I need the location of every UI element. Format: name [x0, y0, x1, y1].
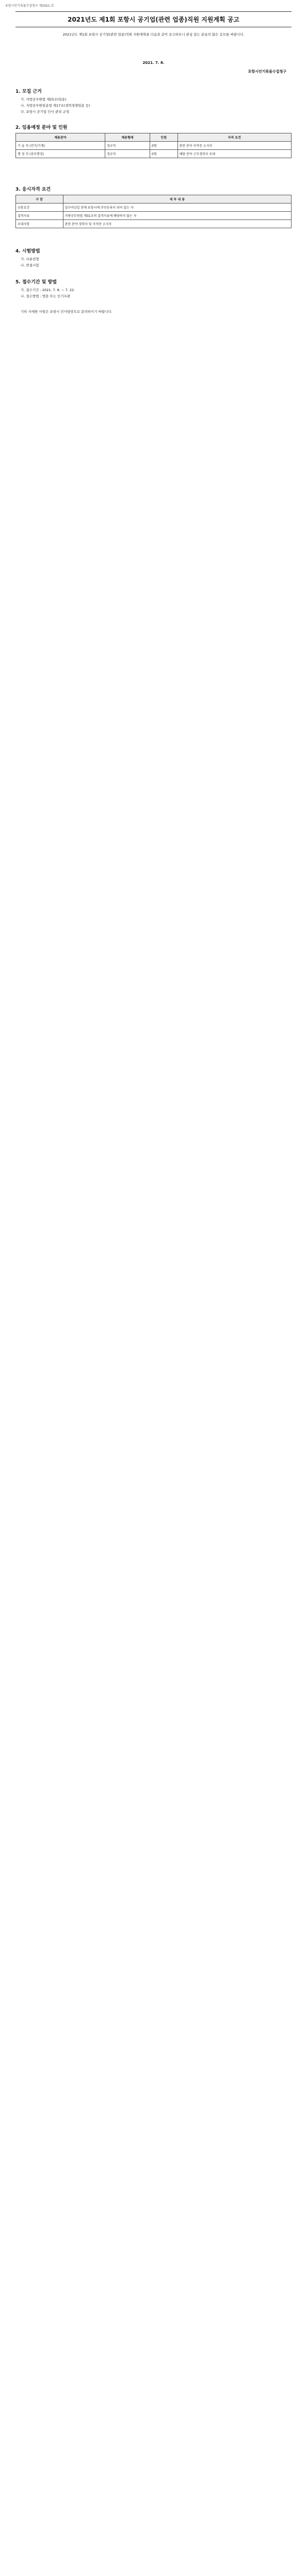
section-1-item: 가. 지방공무원법 제25조(임용): [21, 97, 67, 101]
section-1-item: 나. 지방공무원임용령 제17조(경력경쟁임용 등): [21, 104, 90, 108]
section-5-item: 가. 접수기간 : 2021. 7. 8. ~ 7. 22.: [21, 288, 75, 292]
cell: 관련 분야 자격증 소지자: [177, 142, 291, 150]
footer-text: 기타 자세한 사항은 포항시 인사담당으로 문의하시기 바랍니다.: [21, 310, 112, 314]
section-4-heading: 4. 시험방법: [15, 249, 40, 254]
table-row: [16, 212, 292, 220]
cell: 지방공무원법 제31조의 결격사유에 해당하지 않는 자: [63, 212, 291, 220]
cell: 정규직: [105, 150, 150, 158]
table-row: [16, 142, 292, 150]
col-header: 채용분야: [16, 133, 105, 142]
page-title: 2021년도 제1회 포항시 공기업(관련 업종)직원 지원계획 공고: [68, 16, 239, 23]
section-1-heading: 1. 모집 근거: [15, 89, 42, 94]
section-4-item: 나. 면접시험: [21, 263, 39, 267]
table-row: [16, 220, 292, 228]
cell: 관련 분야 경력자 및 자격증 소지자: [63, 220, 291, 228]
cell: 행 정 직 (총무행정): [16, 150, 105, 158]
table-row: [16, 150, 292, 158]
table-row: [16, 204, 292, 212]
cell: 해당 분야 근무경력자 우대: [177, 150, 291, 158]
intro-text: 2021년도 제1회 포항시 공기업(관련 업종)직원 지원계획을 다음과 같이 공고하오니 관심 있는 분들의 많은 응모를 바랍니다.: [62, 32, 245, 37]
eligibility-table: [15, 195, 292, 228]
issuing-org: 포항시민기록물수집청구: [248, 70, 286, 74]
section-2-heading: 2. 임용예정 분야 및 인원: [15, 125, 68, 130]
notice-date: 2021. 7. 8.: [142, 61, 165, 65]
section-4-item: 가. 서류전형: [21, 257, 39, 261]
col-header: 구 분: [16, 195, 63, 204]
col-header: 세 부 내 용: [63, 195, 291, 204]
col-header: 인원: [150, 133, 177, 142]
section-1-item: 다. 포항시 공기업 인사 관리 규정: [21, 110, 70, 114]
notice-number: 포항시민기록물수집청구 제2021-호: [5, 4, 54, 8]
section-3-heading: 3. 응시자격 요건: [15, 187, 51, 192]
section-5-heading: 5. 접수기간 및 방법: [15, 280, 57, 285]
cell: 공통요건: [16, 204, 63, 212]
positions-table: [15, 133, 292, 158]
cell: 0명: [150, 150, 177, 158]
cell: 접수마감일 현재 포항시에 주민등록이 되어 있는 자: [63, 204, 291, 212]
cell: 우대사항: [16, 220, 63, 228]
col-header: 자격 요건: [177, 133, 291, 142]
title-box: [15, 11, 292, 27]
cell: 결격사유: [16, 212, 63, 220]
col-header: 채용형태: [105, 133, 150, 142]
cell: 기 술 직 (전기/기계): [16, 142, 105, 150]
section-5-item: 나. 접수방법 : 방문 또는 등기우편: [21, 294, 71, 298]
cell: 정규직: [105, 142, 150, 150]
cell: 0명: [150, 142, 177, 150]
